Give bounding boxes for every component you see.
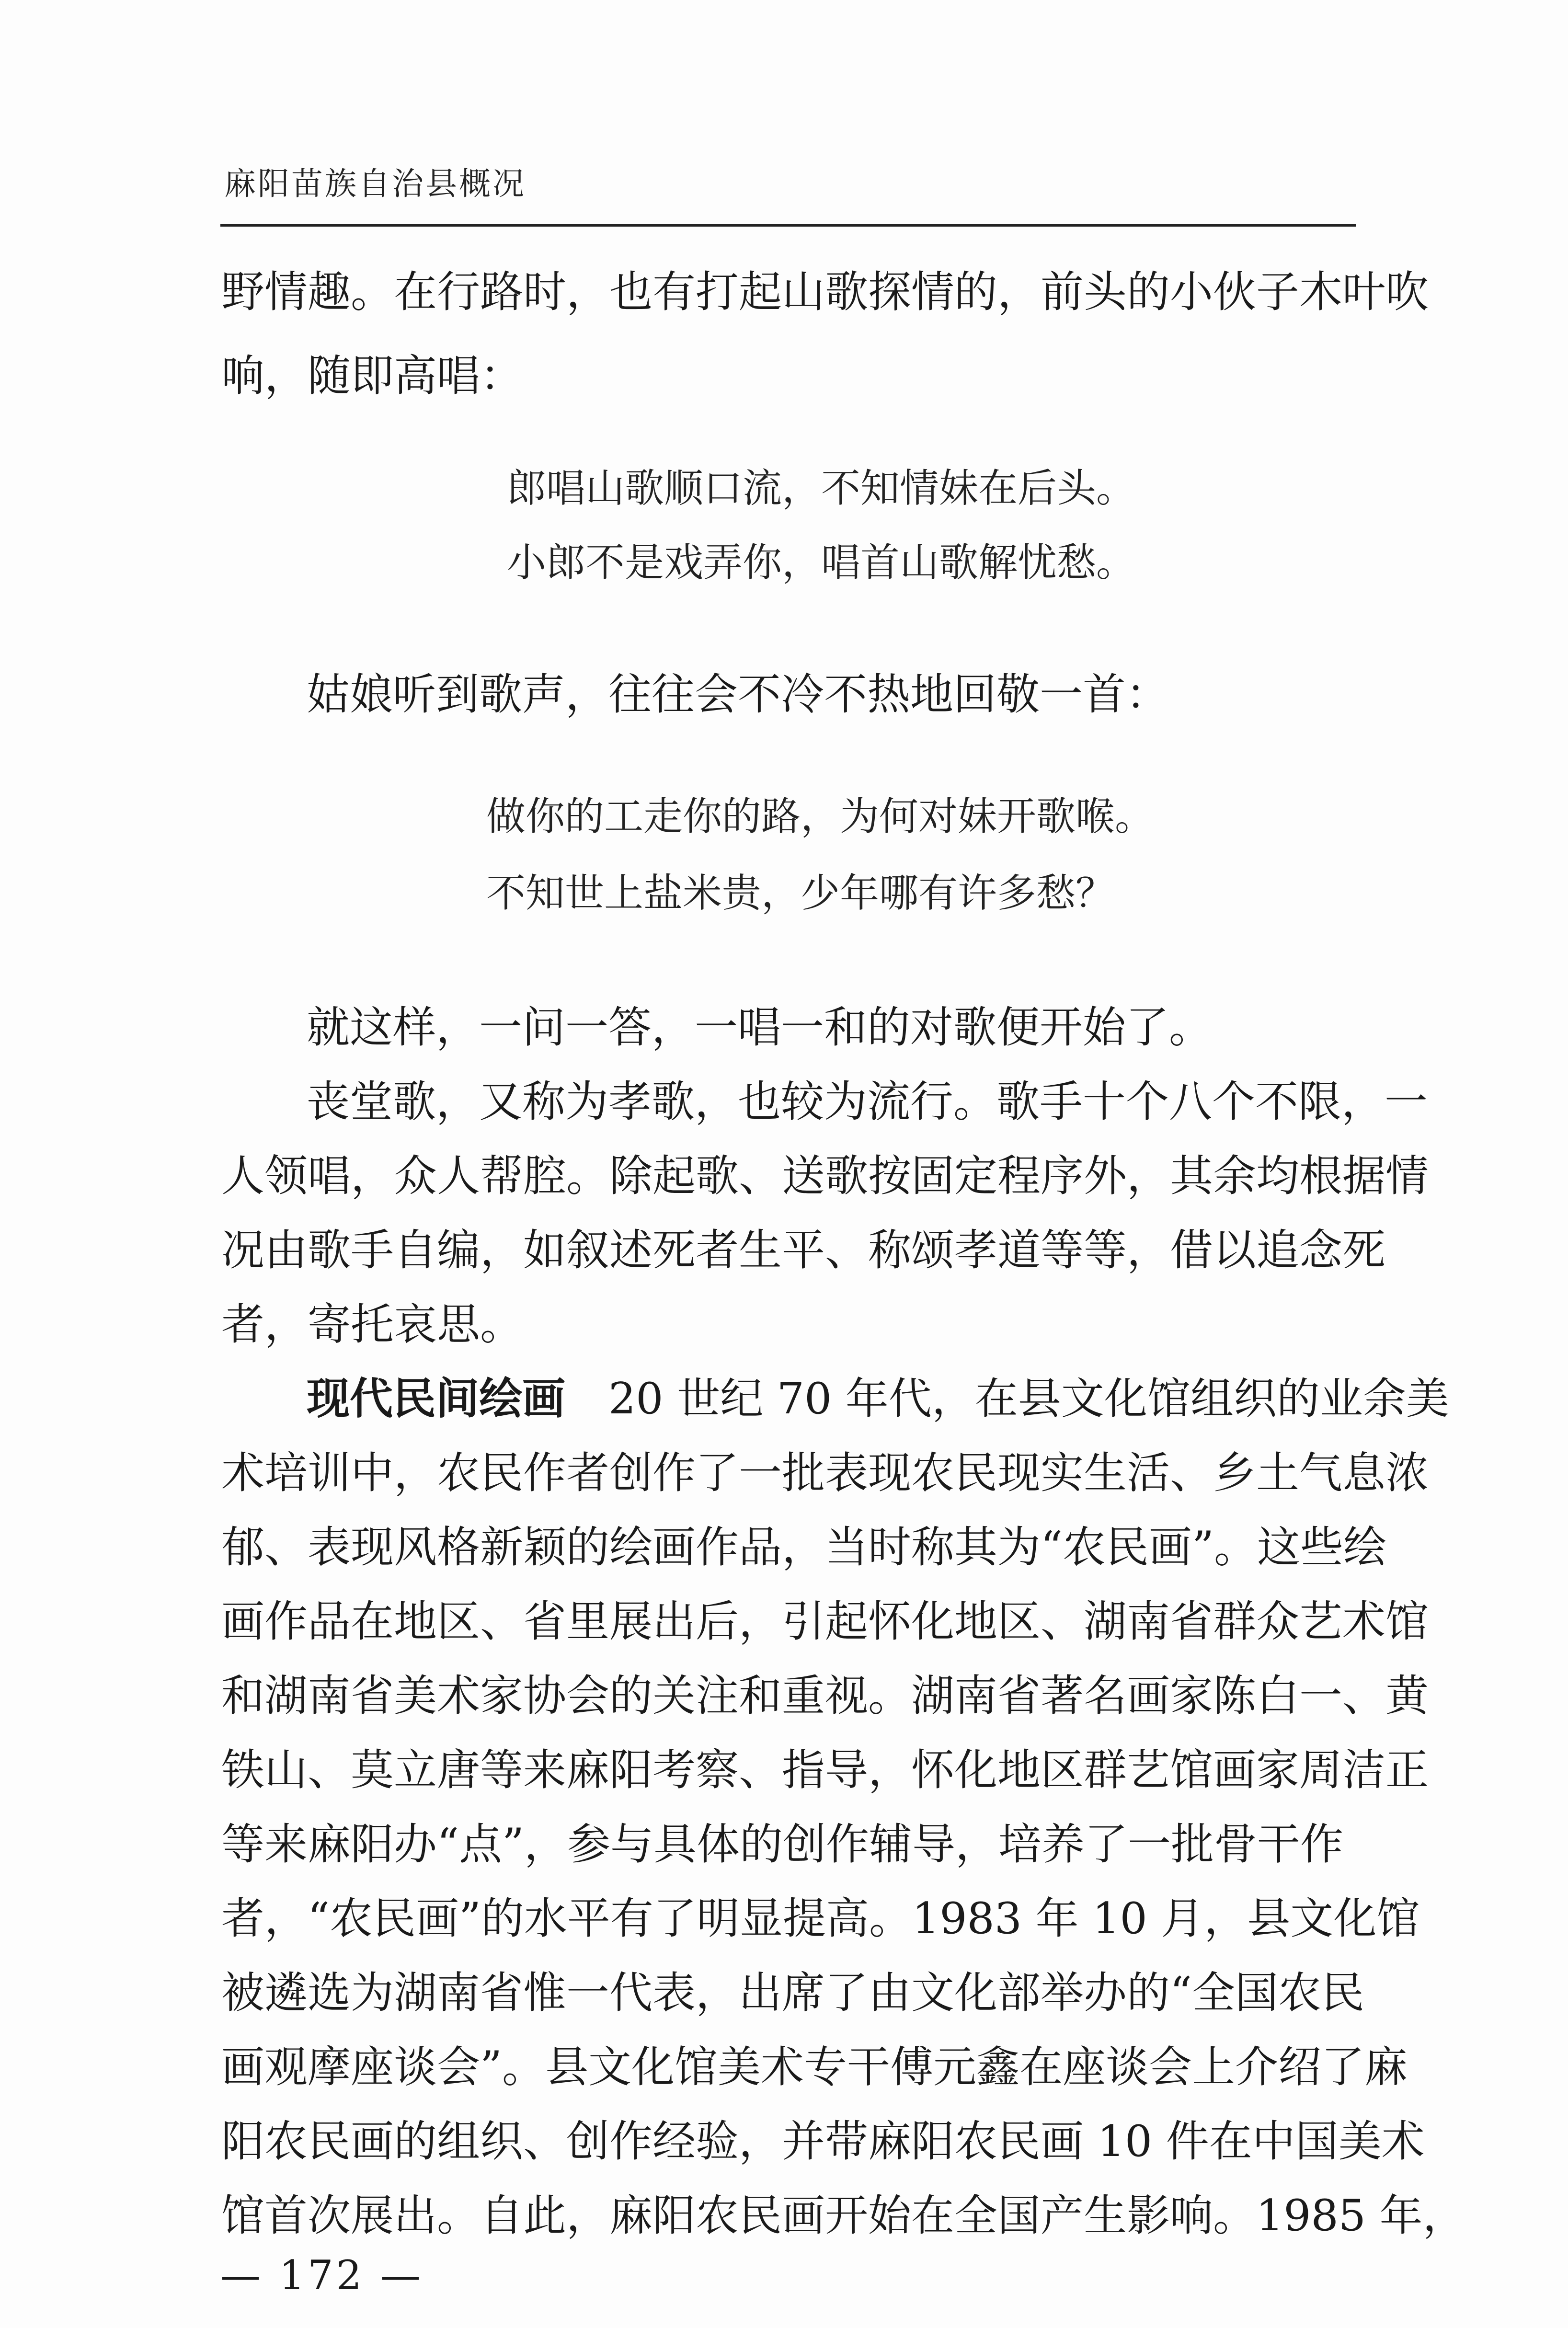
- body-line: 术培训中，农民作者创作了一批表现农民现实生活、乡土气息浓: [221, 1448, 1429, 1498]
- poem-line: 郎唱山歌顺口流，不知情妹在后头。: [507, 466, 1136, 511]
- poem-line: 小郎不是戏弄你，唱首山歌解忧愁。: [507, 540, 1136, 585]
- poem-line: 不知世上盐米贵，少年哪有许多愁？: [486, 871, 1115, 916]
- body-line: 者，寄托哀思。: [221, 1299, 523, 1350]
- body-line: 人领唱，众人帮腔。除起歌、送歌按固定程序外，其余均根据情: [221, 1151, 1429, 1201]
- section-line: [307, 1368, 1449, 1430]
- body-line: 被遴选为湖南省惟一代表，出席了由文化部举办的“全国农民: [221, 1968, 1365, 2018]
- body-line: 画观摩座谈会”。县文化馆美术专干傅元鑫在座谈会上介绍了麻: [221, 2042, 1408, 2092]
- page-number: — 172 —: [220, 2252, 423, 2299]
- body-line: 响，随即高唱：: [221, 351, 523, 401]
- body-line: 阳农民画的组织、创作经验，并带麻阳农民画 10 件在中国美术: [221, 2116, 1425, 2167]
- body-line: 野情趣。在行路时，也有打起山歌探情的，前头的小伙子木叶吹: [221, 267, 1429, 317]
- body-line: 丧堂歌，又称为孝歌，也较为流行。歌手十个八个不限，一: [307, 1077, 1428, 1127]
- body-line: 铁山、莫立唐等来麻阳考察、指导，怀化地区群艺馆画家周洁正: [221, 1745, 1429, 1795]
- header-divider: [220, 224, 1356, 227]
- section-heading: 现代民间绘画: [307, 1374, 565, 1424]
- poem-line: 做你的工走你的路，为何对妹开歌喉。: [486, 794, 1155, 839]
- body-line: 郁、表现风格新颖的绘画作品，当时称其为“农民画”。这些绘: [221, 1522, 1387, 1572]
- running-header: 麻阳苗族自治县概况: [224, 165, 526, 202]
- body-line: 馆首次展出。自此，麻阳农民画开始在全国产生影响。1985 年，: [221, 2190, 1466, 2241]
- body-line: 等来麻阳办“点”，参与具体的创作辅导，培养了一批骨干作: [221, 1819, 1344, 1869]
- body-line: 画作品在地区、省里展出后，引起怀化地区、湖南省群众艺术馆: [221, 1596, 1429, 1647]
- body-line: 和湖南省美术家协会的关注和重视。湖南省著名画家陈白一、黄: [221, 1671, 1429, 1721]
- body-line: 就这样，一问一答，一唱一和的对歌便开始了。: [307, 1002, 1212, 1053]
- section-text: 20 世纪 70 年代，在县文化馆组织的业余美: [565, 1374, 1449, 1424]
- body-line: 姑娘听到歌声，往往会不冷不热地回敬一首：: [307, 669, 1169, 720]
- body-line: 况由歌手自编，如叙述死者生平、称颂孝道等等，借以追念死: [221, 1225, 1385, 1275]
- body-line: 者，“农民画”的水平有了明显提高。1983 年 10 月，县文化馆: [221, 1893, 1420, 1944]
